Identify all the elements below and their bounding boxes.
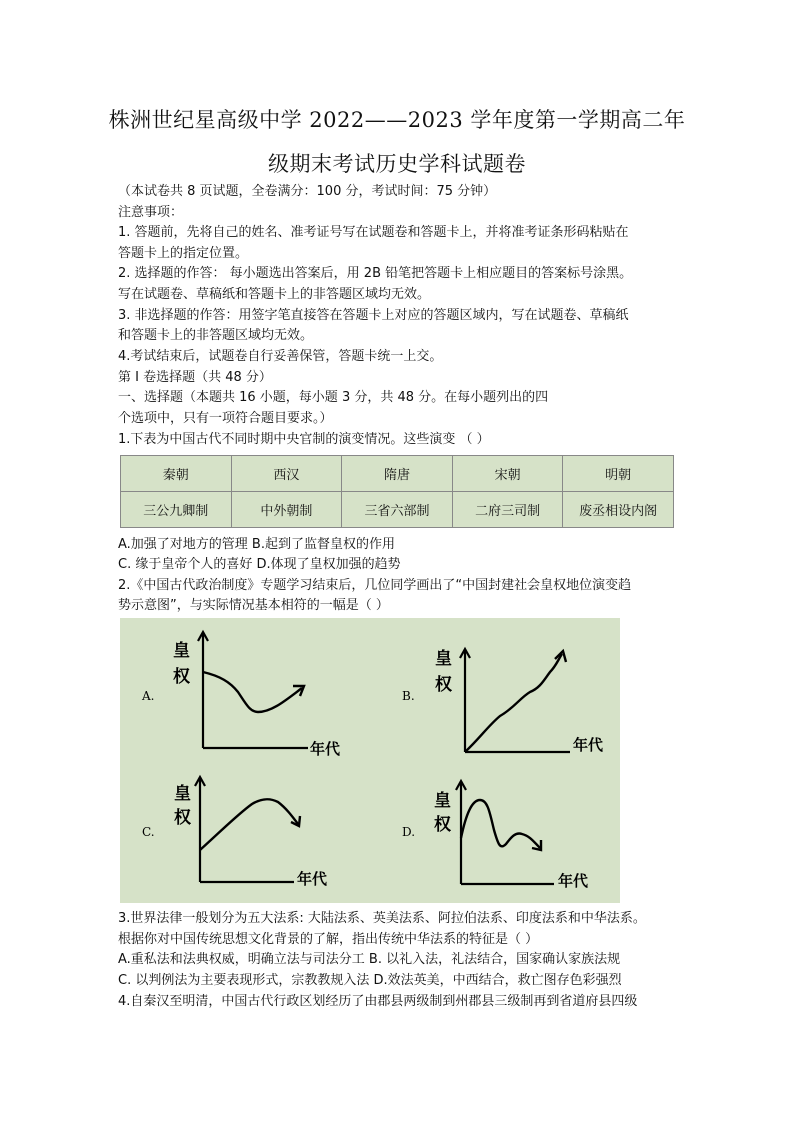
question-3-stem-line-2: 根据你对中国传统思想文化背景的了解，指出传统中华法系的特征是（ ） bbox=[118, 932, 539, 947]
figure-background bbox=[120, 618, 620, 903]
official-system-table bbox=[120, 455, 674, 528]
question-1-options-ab: A.加强了对地方的管理 B.起到了监督皇权的作用 bbox=[118, 537, 395, 552]
graph-c-y-label-top: 皇 bbox=[174, 784, 191, 804]
table-cell: 秦朝 bbox=[121, 456, 232, 492]
graph-c-x-label: 年代 bbox=[297, 870, 328, 888]
graph-d-label: D. bbox=[402, 825, 416, 839]
section-heading: 第 I 卷选择题（共 48 分） bbox=[118, 370, 272, 385]
note-1-line-1: 1. 答题前，先将自己的姓名、准考证号写在试题卷和答题卡上，并将准考证条形码粘贴在 bbox=[118, 225, 629, 240]
graph-b-x-label: 年代 bbox=[573, 736, 604, 754]
note-2-line-2: 写在试题卷、草稿纸和答题卡上的非答题区域均无效。 bbox=[118, 287, 431, 302]
question-1-stem: 1.下表为中国古代不同时期中央官制的演变情况。这些演变 （ ） bbox=[118, 432, 490, 447]
table-cell: 隋唐 bbox=[342, 456, 453, 492]
table-row bbox=[121, 456, 674, 492]
graph-b-y-label-top: 皇 bbox=[435, 649, 452, 669]
question-4-stem-line-1: 4.自秦汉至明清，中国古代行政区划经历了由郡县两级制到州郡县三级制再到省道府县四级 bbox=[118, 994, 638, 1009]
note-3-line-1: 3. 非选择题的作答：用签字笔直接答在答题卡上对应的答题区域内，写在试题卷、草稿纸 bbox=[118, 308, 629, 323]
table-cell: 废丞相设内阁 bbox=[563, 492, 674, 528]
graph-b-label: B. bbox=[402, 689, 415, 703]
section-intro-line-2: 个选项中，只有一项符合题目要求。） bbox=[118, 411, 333, 426]
exam-info: （本试卷共 8 页试题，全卷满分：100 分，考试时间：75 分钟） bbox=[118, 184, 497, 199]
table-cell: 中外朝制 bbox=[231, 492, 342, 528]
table-cell: 三省六部制 bbox=[342, 492, 453, 528]
question-2-stem-line-1: 2.《中国古代政治制度》专题学习结束后，几位同学画出了“中国封建社会皇权地位演变趋 bbox=[118, 578, 632, 593]
table-cell: 三公九卿制 bbox=[121, 492, 232, 528]
graph-a-label: A. bbox=[142, 689, 155, 703]
note-2-line-1: 2. 选择题的作答： 每小题选出答案后，用 2B 铅笔把答题卡上相应题目的答案标号涂黑。 bbox=[118, 266, 633, 281]
graph-a-y-label-top: 皇 bbox=[173, 641, 190, 661]
table-cell: 西汉 bbox=[231, 456, 342, 492]
graph-b-y-label-bottom: 权 bbox=[435, 675, 452, 695]
note-4: 4.考试结束后，试题卷自行妥善保管，答题卡统一上交。 bbox=[118, 349, 443, 364]
table-cell: 二府三司制 bbox=[452, 492, 563, 528]
graph-c-label: C. bbox=[142, 825, 155, 839]
table-cell: 明朝 bbox=[563, 456, 674, 492]
question-2-stem-line-2: 势示意图”，与实际情况基本相符的一幅是（ ） bbox=[118, 598, 389, 613]
table-row bbox=[121, 492, 674, 528]
graph-d-x-label: 年代 bbox=[558, 872, 589, 890]
exam-title-line-1: 株洲世纪星高级中学 2022——2023 学年度第一学期高二年 bbox=[108, 108, 686, 132]
question-3-options-ab: A.重私法和法典权威，明确立法与司法分工 B. 以礼入法，礼法结合，国家确认家族法规 bbox=[118, 952, 621, 967]
graph-a-y-label-bottom: 权 bbox=[173, 667, 190, 687]
exam-title-line-2: 级期末考试历史学科试题卷 bbox=[268, 152, 526, 176]
graph-d-y-label-bottom: 权 bbox=[434, 815, 451, 835]
power-trend-figure bbox=[120, 618, 620, 903]
question-3-stem-line-1: 3.世界法律一般划分为五大法系: 大陆法系、英美法系、阿拉伯法系、印度法系和中华法系。 bbox=[118, 911, 646, 926]
question-1-options-cd: C. 缘于皇帝个人的喜好 D.体现了皇权加强的趋势 bbox=[118, 557, 401, 572]
graph-d-y-label-top: 皇 bbox=[434, 791, 451, 811]
graph-c-y-label-bottom: 权 bbox=[174, 808, 191, 828]
notes-heading: 注意事项： bbox=[118, 205, 184, 220]
table-cell: 宋朝 bbox=[452, 456, 563, 492]
graph-a-x-label: 年代 bbox=[310, 740, 341, 758]
section-intro-line-1: 一、选择题（本题共 16 小题，每小题 3 分，共 48 分。在每小题列出的四 bbox=[118, 390, 549, 405]
question-3-options-cd: C. 以判例法为主要表现形式，宗教教规入法 D.效法英美，中西结合，救亡图存色彩强烈 bbox=[118, 973, 622, 988]
note-1-line-2: 答题卡上的指定位置。 bbox=[118, 246, 249, 261]
note-3-line-2: 和答题卡上的非答题区域均无效。 bbox=[118, 328, 314, 343]
